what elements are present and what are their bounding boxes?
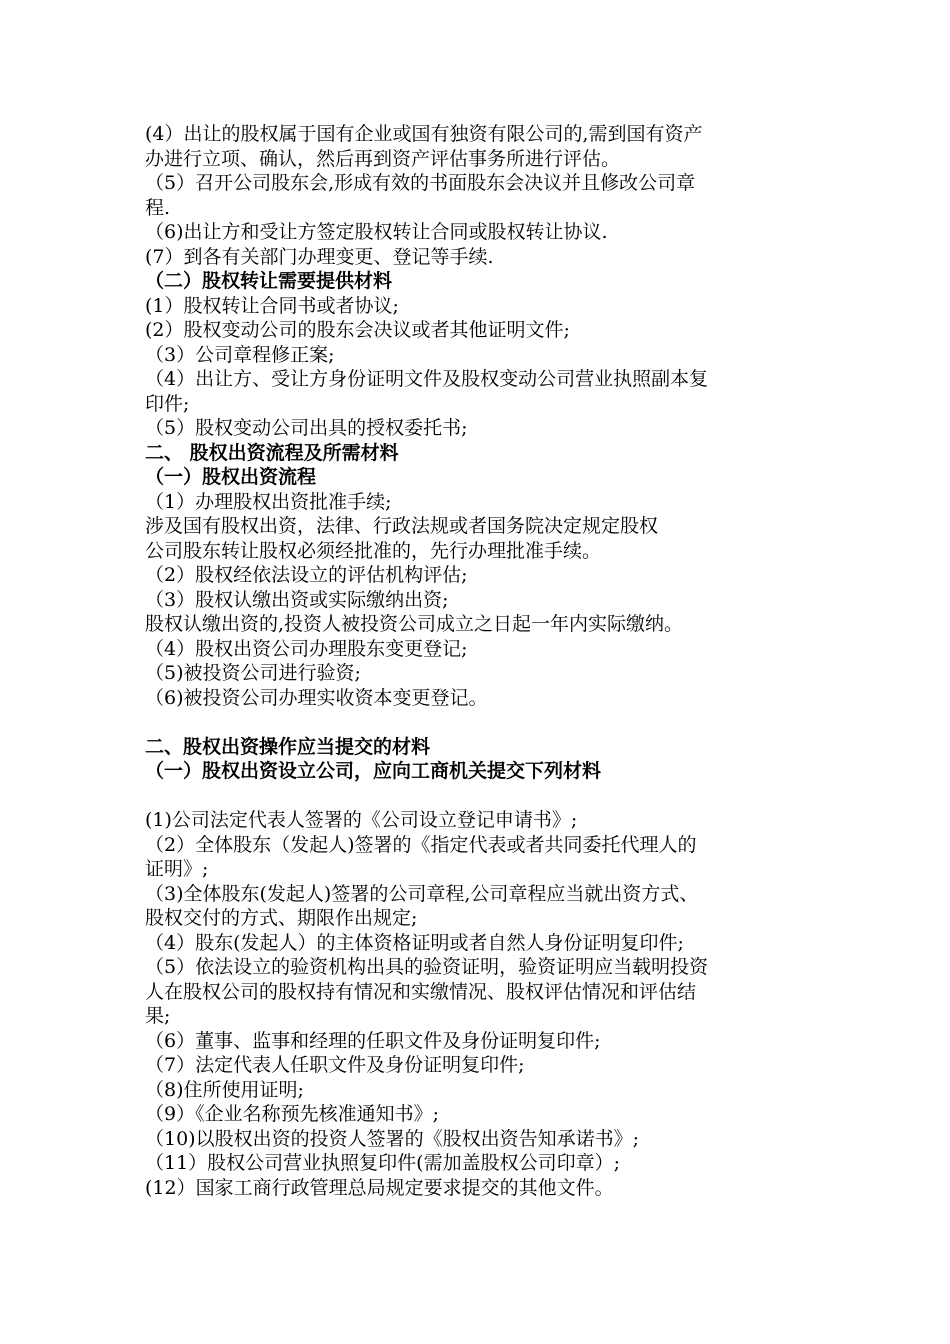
- text-line: （6）董事、监事和经理的任职文件及身份证明复印件;: [145, 1029, 601, 1052]
- text-line: （6)出让方和受让方签定股权转让合同或股权转让协议.: [145, 221, 608, 243]
- text-line: （5）召开公司股东会,形成有效的书面股东会决议并且修改公司章: [145, 172, 696, 194]
- text-line: （7）法定代表人任职文件及身份证明复印件;: [145, 1054, 525, 1076]
- text-line: 办进行立项、确认，然后再到资产评估事务所进行评估。: [145, 147, 621, 170]
- text-line: 人在股权公司的股权持有情况和实缴情况、股权评估情况和评估结: [145, 980, 697, 1003]
- text-line: 公司股东转让股权必须经批准的，先行办理批准手续。: [145, 539, 602, 562]
- text-line: (1)公司法定代表人签署的《公司设立登记申请书》;: [145, 809, 578, 831]
- text-line: （4）出让方、受让方身份证明文件及股权变动公司营业执照副本复: [145, 368, 709, 390]
- section-heading: 二、股权出资操作应当提交的材料: [145, 735, 431, 758]
- text-line: （5）依法设立的验资机构出具的验资证明，验资证明应当载明投资: [145, 956, 709, 978]
- text-line: 印件;: [145, 392, 190, 415]
- text-line: 果;: [145, 1005, 171, 1027]
- text-line: 股权交付的方式、期限作出规定;: [145, 907, 418, 929]
- document-page: [145, 122, 810, 1200]
- section-heading: （一）股权出资设立公司，应向工商机关提交下列材料: [145, 760, 602, 782]
- text-line: (12）国家工商行政管理总局规定要求提交的其他文件。: [145, 1176, 614, 1199]
- text-line: （4）股权出资公司办理股东变更登记;: [145, 637, 468, 660]
- text-line: （8)住所使用证明;: [145, 1078, 304, 1101]
- text-line: （5）股权变动公司出具的授权委托书;: [145, 417, 468, 439]
- section-heading: 二、 股权出资流程及所需材料: [145, 441, 399, 464]
- text-line: （3）股权认缴出资或实际缴纳出资;: [145, 588, 449, 611]
- blank-line: [145, 784, 810, 809]
- text-line: （2）股权经依法设立的评估机构评估;: [145, 564, 468, 586]
- text-line: （10)以股权出资的投资人签署的《股权出资告知承诺书》;: [145, 1127, 639, 1150]
- text-line: （3)全体股东(发起人)签署的公司章程,公司章程应当就出资方式、: [145, 882, 699, 905]
- blank-line: [145, 710, 810, 735]
- text-line: (4）出让的股权属于国有企业或国有独资有限公司的,需到国有资产: [145, 123, 703, 145]
- text-line: （2）全体股东（发起人)签署的《指定代表或者共同委托代理人的: [145, 833, 697, 856]
- text-line: （11）股权公司营业执照复印件(需加盖股权公司印章）;: [145, 1152, 620, 1174]
- text-line: 程.: [145, 196, 171, 219]
- text-line: （3）公司章程修正案;: [145, 343, 335, 366]
- text-line: （4）股东(发起人）的主体资格证明或者自然人身份证明复印件;: [145, 931, 684, 954]
- text-line: （6)被投资公司办理实收资本变更登记。: [145, 686, 488, 709]
- text-line: (1）股权转让合同书或者协议;: [145, 294, 399, 317]
- text-line: (7）到各有关部门办理变更、登记等手续.: [145, 245, 494, 268]
- text-line: （9）《企业名称预先核准通知书》;: [145, 1103, 439, 1125]
- text-line: (2）股权变动公司的股东会决议或者其他证明文件;: [145, 319, 570, 341]
- text-line: 证明》;: [145, 858, 209, 880]
- text-line: （5)被投资公司进行验资;: [145, 662, 361, 684]
- text-line: 股权认缴出资的,投资人被投资公司成立之日起一年内实际缴纳。: [145, 613, 684, 635]
- text-line: 涉及国有股权出资，法律、行政法规或者国务院决定规定股权: [145, 515, 659, 537]
- section-heading: （二）股权转让需要提供材料: [145, 270, 393, 292]
- section-heading: （一）股权出资流程: [145, 466, 317, 488]
- text-line: （1）办理股权出资批准手续;: [145, 490, 392, 513]
